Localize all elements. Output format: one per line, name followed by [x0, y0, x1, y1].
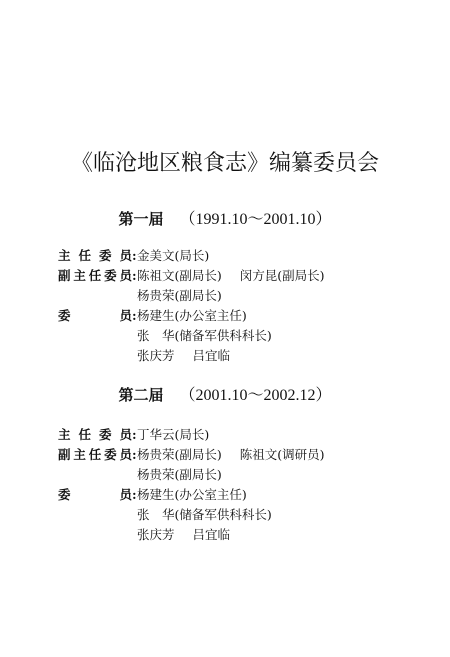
member-names	[137, 445, 343, 465]
page-title: 《临沧地区粮食志》编纂委员会	[70, 151, 379, 176]
role-label: 主任委员	[58, 248, 132, 263]
member-names	[137, 465, 240, 485]
role-line: 主任委员:丁华云(局长)	[58, 425, 438, 445]
role-line: 副主任委员:陈祖文(副局长) 闵方昆(副局长)	[58, 266, 438, 286]
term-period: （1991.10～2001.10）	[179, 211, 332, 228]
member-name: 丁华云(局长)	[137, 427, 210, 442]
role-line: 委员:杨建生(办公室主任)	[58, 485, 438, 505]
roster-term-1	[58, 246, 438, 366]
member-name: 张庆芳	[137, 348, 175, 363]
roster-term-2	[58, 425, 438, 545]
member-names	[137, 425, 227, 445]
member-name: 陈祖文(调研员)	[239, 447, 325, 462]
term-heading-2	[0, 382, 450, 405]
member-names	[137, 326, 290, 346]
role-continuation-line	[58, 326, 438, 346]
role-continuation-line	[58, 346, 438, 366]
role-continuation-line	[58, 525, 438, 545]
member-names	[137, 525, 248, 545]
member-name: 杨建生(办公室主任)	[137, 308, 247, 323]
member-name: 金美文(局长)	[137, 248, 210, 263]
role-label: 委员	[58, 308, 132, 323]
role-line: 主任委员:金美文(局长)	[58, 246, 438, 266]
role-continuation-line	[58, 465, 438, 485]
member-name: 张 华(储备军供科科长)	[137, 507, 272, 522]
term-name: 第一届	[118, 210, 164, 228]
role-continuation-line	[58, 505, 438, 525]
member-names	[137, 246, 227, 266]
member-names	[137, 346, 248, 366]
member-name: 吕宜临	[192, 348, 231, 363]
member-name: 闵方昆(副局长)	[239, 268, 325, 283]
member-names	[137, 485, 265, 505]
role-label: 副主任委员	[58, 447, 132, 462]
role-continuation-line	[58, 286, 438, 306]
member-name: 陈祖文(副局长)	[137, 268, 222, 283]
term-name: 第二届	[118, 386, 164, 404]
role-line: 副主任委员:杨贵荣(副局长) 陈祖文(调研员)	[58, 445, 438, 465]
member-names	[137, 266, 343, 286]
role-label: 副主任委员	[58, 268, 132, 283]
member-name: 张庆芳	[137, 527, 175, 542]
role-line: 委员:杨建生(办公室主任)	[58, 306, 438, 326]
role-label: 主任委员	[58, 427, 132, 442]
member-name: 吕宜临	[192, 527, 231, 542]
member-name: 杨贵荣(副局长)	[137, 288, 222, 303]
member-name: 杨贵荣(副局长)	[137, 447, 222, 462]
role-label: 委员	[58, 487, 132, 502]
member-names	[137, 306, 265, 326]
member-names	[137, 505, 290, 525]
member-name: 张 华(储备军供科科长)	[137, 328, 272, 343]
member-name: 杨贵荣(副局长)	[137, 467, 222, 482]
term-heading-1	[0, 206, 450, 229]
member-name: 杨建生(办公室主任)	[137, 487, 247, 502]
member-names	[137, 286, 240, 306]
term-period: （2001.10～2002.12）	[179, 387, 332, 404]
